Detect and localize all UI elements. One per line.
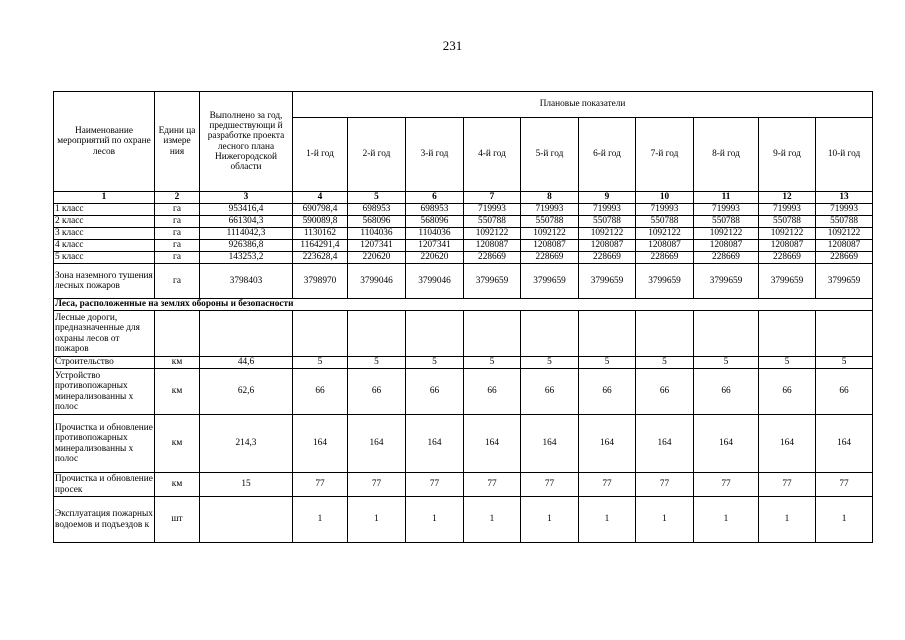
row-plan-value: 5 <box>348 357 406 369</box>
row-plan-value: 1 <box>759 497 816 543</box>
subsection-title: Лесные дороги, предназначенные для охраны лесов от пожаров <box>54 311 155 357</box>
row-plan-value: 1092122 <box>816 228 873 240</box>
row-plan-value: 1092122 <box>636 228 694 240</box>
row-plan-value: 550788 <box>464 216 521 228</box>
table-row <box>54 264 873 299</box>
row-plan-value: 1092122 <box>694 228 759 240</box>
row-activity-name: Строительство <box>54 357 155 369</box>
row-plan-value: 1208087 <box>759 240 816 252</box>
table-row <box>54 216 873 228</box>
row-plan-value: 550788 <box>694 216 759 228</box>
row-plan-value: 719993 <box>694 204 759 216</box>
row-done-value: 62,6 <box>200 369 293 415</box>
row-plan-value: 1 <box>521 497 579 543</box>
row-done-value <box>200 497 293 543</box>
row-plan-value: 77 <box>348 473 406 497</box>
empty-cell <box>694 311 759 357</box>
header-year: 4-й год <box>464 118 521 192</box>
header-column-number: 8 <box>521 192 579 204</box>
row-plan-value: 228669 <box>816 252 873 264</box>
row-activity-name: 1 класс <box>54 204 155 216</box>
section-row <box>54 299 873 311</box>
row-plan-value: 1 <box>694 497 759 543</box>
header-column-number: 6 <box>406 192 464 204</box>
row-plan-value: 66 <box>636 369 694 415</box>
row-unit: га <box>155 240 200 252</box>
row-plan-value: 1130162 <box>293 228 348 240</box>
row-plan-value: 77 <box>293 473 348 497</box>
row-activity-name: Зона наземного тушения лесных пожаров <box>54 264 155 299</box>
row-plan-value: 5 <box>464 357 521 369</box>
row-plan-value: 5 <box>521 357 579 369</box>
row-activity-name: Устройство противопожарных минерализованны х полос <box>54 369 155 415</box>
row-plan-value: 228669 <box>759 252 816 264</box>
row-unit: га <box>155 252 200 264</box>
header-column-number: 12 <box>759 192 816 204</box>
empty-cell <box>155 311 200 357</box>
row-plan-value: 719993 <box>464 204 521 216</box>
header-year: 5-й год <box>521 118 579 192</box>
header-column-numbers-row <box>54 192 873 204</box>
row-activity-name: Прочистка и обновление противопожарных минерализованны х полос <box>54 415 155 473</box>
row-plan-value: 1 <box>636 497 694 543</box>
row-plan-value: 228669 <box>636 252 694 264</box>
row-plan-value: 66 <box>694 369 759 415</box>
row-plan-value: 77 <box>759 473 816 497</box>
row-plan-value: 5 <box>759 357 816 369</box>
row-plan-value: 164 <box>636 415 694 473</box>
row-plan-value: 66 <box>406 369 464 415</box>
row-plan-value: 1092122 <box>464 228 521 240</box>
row-plan-value: 164 <box>464 415 521 473</box>
row-activity-name: Прочистка и обновление просек <box>55 474 153 495</box>
header-year: 6-й год <box>579 118 636 192</box>
header-column-number: 4 <box>293 192 348 204</box>
row-plan-value: 719993 <box>636 204 694 216</box>
row-activity-name: 2 класс <box>54 216 155 228</box>
row-plan-value: 164 <box>694 415 759 473</box>
row-plan-value: 5 <box>694 357 759 369</box>
row-done-value: 661304,3 <box>200 216 293 228</box>
row-plan-value: 1104036 <box>406 228 464 240</box>
row-plan-value: 698953 <box>348 204 406 216</box>
row-plan-value: 228669 <box>579 252 636 264</box>
row-plan-value: 66 <box>816 369 873 415</box>
forest-protection-table <box>53 91 873 543</box>
row-activity-name: Эксплуатация пожарных водоемов и подъездов к <box>54 497 155 543</box>
row-plan-value: 228669 <box>694 252 759 264</box>
row-plan-value: 228669 <box>464 252 521 264</box>
header-year: 7-й год <box>636 118 694 192</box>
row-plan-value: 1092122 <box>759 228 816 240</box>
row-plan-value: 66 <box>579 369 636 415</box>
row-plan-value: 164 <box>348 415 406 473</box>
row-plan-value: 1 <box>406 497 464 543</box>
row-done-value: 44,6 <box>200 357 293 369</box>
header-year: 3-й год <box>406 118 464 192</box>
row-plan-value: 3799659 <box>816 264 873 299</box>
row-plan-value: 77 <box>816 473 873 497</box>
row-plan-value: 66 <box>521 369 579 415</box>
subsection-row <box>54 311 873 357</box>
row-plan-value: 550788 <box>816 216 873 228</box>
row-plan-value: 3799046 <box>406 264 464 299</box>
empty-cell <box>200 311 293 357</box>
section-title: Леса, расположенные на землях обороны и безопасности <box>54 299 873 311</box>
row-plan-value: 66 <box>293 369 348 415</box>
header-column-number: 7 <box>464 192 521 204</box>
row-plan-value: 3799659 <box>759 264 816 299</box>
row-plan-value: 719993 <box>759 204 816 216</box>
row-plan-value: 1208087 <box>636 240 694 252</box>
row-plan-value: 220620 <box>406 252 464 264</box>
row-activity-name: 4 класс <box>54 240 155 252</box>
row-plan-value: 77 <box>521 473 579 497</box>
row-done-value: 143253,2 <box>200 252 293 264</box>
row-plan-value: 1 <box>464 497 521 543</box>
row-plan-value: 1208087 <box>694 240 759 252</box>
row-plan-value: 1092122 <box>579 228 636 240</box>
row-plan-value: 77 <box>694 473 759 497</box>
row-plan-value: 719993 <box>579 204 636 216</box>
header-year: 1-й год <box>293 118 348 192</box>
row-plan-value: 5 <box>579 357 636 369</box>
row-plan-value: 164 <box>759 415 816 473</box>
row-unit: га <box>155 204 200 216</box>
row-plan-value: 5 <box>816 357 873 369</box>
row-plan-value: 3799046 <box>348 264 406 299</box>
table-row <box>54 357 873 369</box>
row-plan-value: 1208087 <box>521 240 579 252</box>
header-column-number: 13 <box>816 192 873 204</box>
row-activity-name: 5 класс <box>54 252 155 264</box>
table-row <box>54 415 873 473</box>
row-plan-value: 77 <box>464 473 521 497</box>
header-year: 8-й год <box>694 118 759 192</box>
row-plan-value: 3799659 <box>636 264 694 299</box>
empty-cell <box>759 311 816 357</box>
header-year: 10-й год <box>816 118 873 192</box>
row-plan-value: 698953 <box>406 204 464 216</box>
row-plan-value: 3799659 <box>464 264 521 299</box>
row-plan-value: 1104036 <box>348 228 406 240</box>
row-plan-value: 1092122 <box>521 228 579 240</box>
row-plan-value: 1 <box>293 497 348 543</box>
empty-cell <box>406 311 464 357</box>
table-row <box>54 369 873 415</box>
row-plan-value: 1 <box>816 497 873 543</box>
header-column-number: 9 <box>579 192 636 204</box>
header-column-number: 5 <box>348 192 406 204</box>
row-unit: га <box>155 228 200 240</box>
row-plan-value: 164 <box>816 415 873 473</box>
row-plan-value: 590089,8 <box>293 216 348 228</box>
row-unit: га <box>155 264 200 299</box>
row-plan-value: 550788 <box>521 216 579 228</box>
row-plan-value: 5 <box>293 357 348 369</box>
row-unit: км <box>155 415 200 473</box>
row-plan-value: 3799659 <box>521 264 579 299</box>
row-done-value: 953416,4 <box>200 204 293 216</box>
row-plan-value: 1208087 <box>579 240 636 252</box>
row-plan-value: 550788 <box>636 216 694 228</box>
header-year: 2-й год <box>348 118 406 192</box>
row-activity-name: 3 класс <box>54 228 155 240</box>
row-plan-value: 164 <box>406 415 464 473</box>
row-plan-value: 568096 <box>348 216 406 228</box>
table-row <box>54 497 873 543</box>
row-plan-value: 1208087 <box>816 240 873 252</box>
table-row <box>54 228 873 240</box>
header-unit: Едини ца измере ния <box>155 92 200 192</box>
table-row <box>54 240 873 252</box>
row-plan-value: 66 <box>348 369 406 415</box>
empty-cell <box>293 311 348 357</box>
row-plan-value: 1207341 <box>406 240 464 252</box>
header-column-number: 11 <box>694 192 759 204</box>
row-plan-value: 77 <box>579 473 636 497</box>
row-plan-value: 223628,4 <box>293 252 348 264</box>
row-done-value: 1114042,3 <box>200 228 293 240</box>
row-plan-value: 3799659 <box>579 264 636 299</box>
header-activity-name: Наименование мероприятий по охране лесов <box>54 92 155 192</box>
row-plan-value: 220620 <box>348 252 406 264</box>
row-unit: км <box>155 357 200 369</box>
row-plan-value: 550788 <box>759 216 816 228</box>
row-plan-value: 77 <box>406 473 464 497</box>
row-plan-value: 66 <box>464 369 521 415</box>
row-plan-value: 550788 <box>579 216 636 228</box>
empty-cell <box>579 311 636 357</box>
row-plan-value: 228669 <box>521 252 579 264</box>
row-done-value: 15 <box>200 473 293 497</box>
row-plan-value: 1 <box>348 497 406 543</box>
row-plan-value: 66 <box>759 369 816 415</box>
row-plan-value: 3799659 <box>694 264 759 299</box>
row-plan-value: 1208087 <box>464 240 521 252</box>
header-column-number: 2 <box>155 192 200 204</box>
row-unit: га <box>155 216 200 228</box>
page-number: 231 <box>442 38 463 53</box>
row-plan-value: 164 <box>579 415 636 473</box>
row-plan-value: 719993 <box>521 204 579 216</box>
table-row <box>54 473 873 497</box>
row-done-value: 214,3 <box>200 415 293 473</box>
row-plan-value: 164 <box>293 415 348 473</box>
row-done-value: 3798403 <box>200 264 293 299</box>
row-unit: км <box>155 369 200 415</box>
header-planned-indicators: Плановые показатели <box>293 92 873 118</box>
row-plan-value: 568096 <box>406 216 464 228</box>
row-done-value: 926386,8 <box>200 240 293 252</box>
row-plan-value: 1164291,4 <box>293 240 348 252</box>
header-done-previous-year: Выполнено за год, предшествующи й разработке проекта лесного плана Нижегородской области <box>200 92 293 192</box>
row-unit: шт <box>155 497 200 543</box>
header-column-number: 3 <box>200 192 293 204</box>
row-plan-value: 1 <box>579 497 636 543</box>
row-plan-value: 77 <box>636 473 694 497</box>
empty-cell <box>348 311 406 357</box>
row-plan-value: 719993 <box>816 204 873 216</box>
empty-cell <box>464 311 521 357</box>
empty-cell <box>636 311 694 357</box>
row-plan-value: 690798,4 <box>293 204 348 216</box>
row-unit: км <box>155 473 200 497</box>
header-column-number: 10 <box>636 192 694 204</box>
row-plan-value: 5 <box>406 357 464 369</box>
table-row <box>54 252 873 264</box>
row-plan-value: 164 <box>521 415 579 473</box>
header-year: 9-й год <box>759 118 816 192</box>
row-plan-value: 5 <box>636 357 694 369</box>
table-row <box>54 204 873 216</box>
empty-cell <box>816 311 873 357</box>
row-plan-value: 3798970 <box>293 264 348 299</box>
empty-cell <box>521 311 579 357</box>
header-column-number: 1 <box>54 192 155 204</box>
row-plan-value: 1207341 <box>348 240 406 252</box>
